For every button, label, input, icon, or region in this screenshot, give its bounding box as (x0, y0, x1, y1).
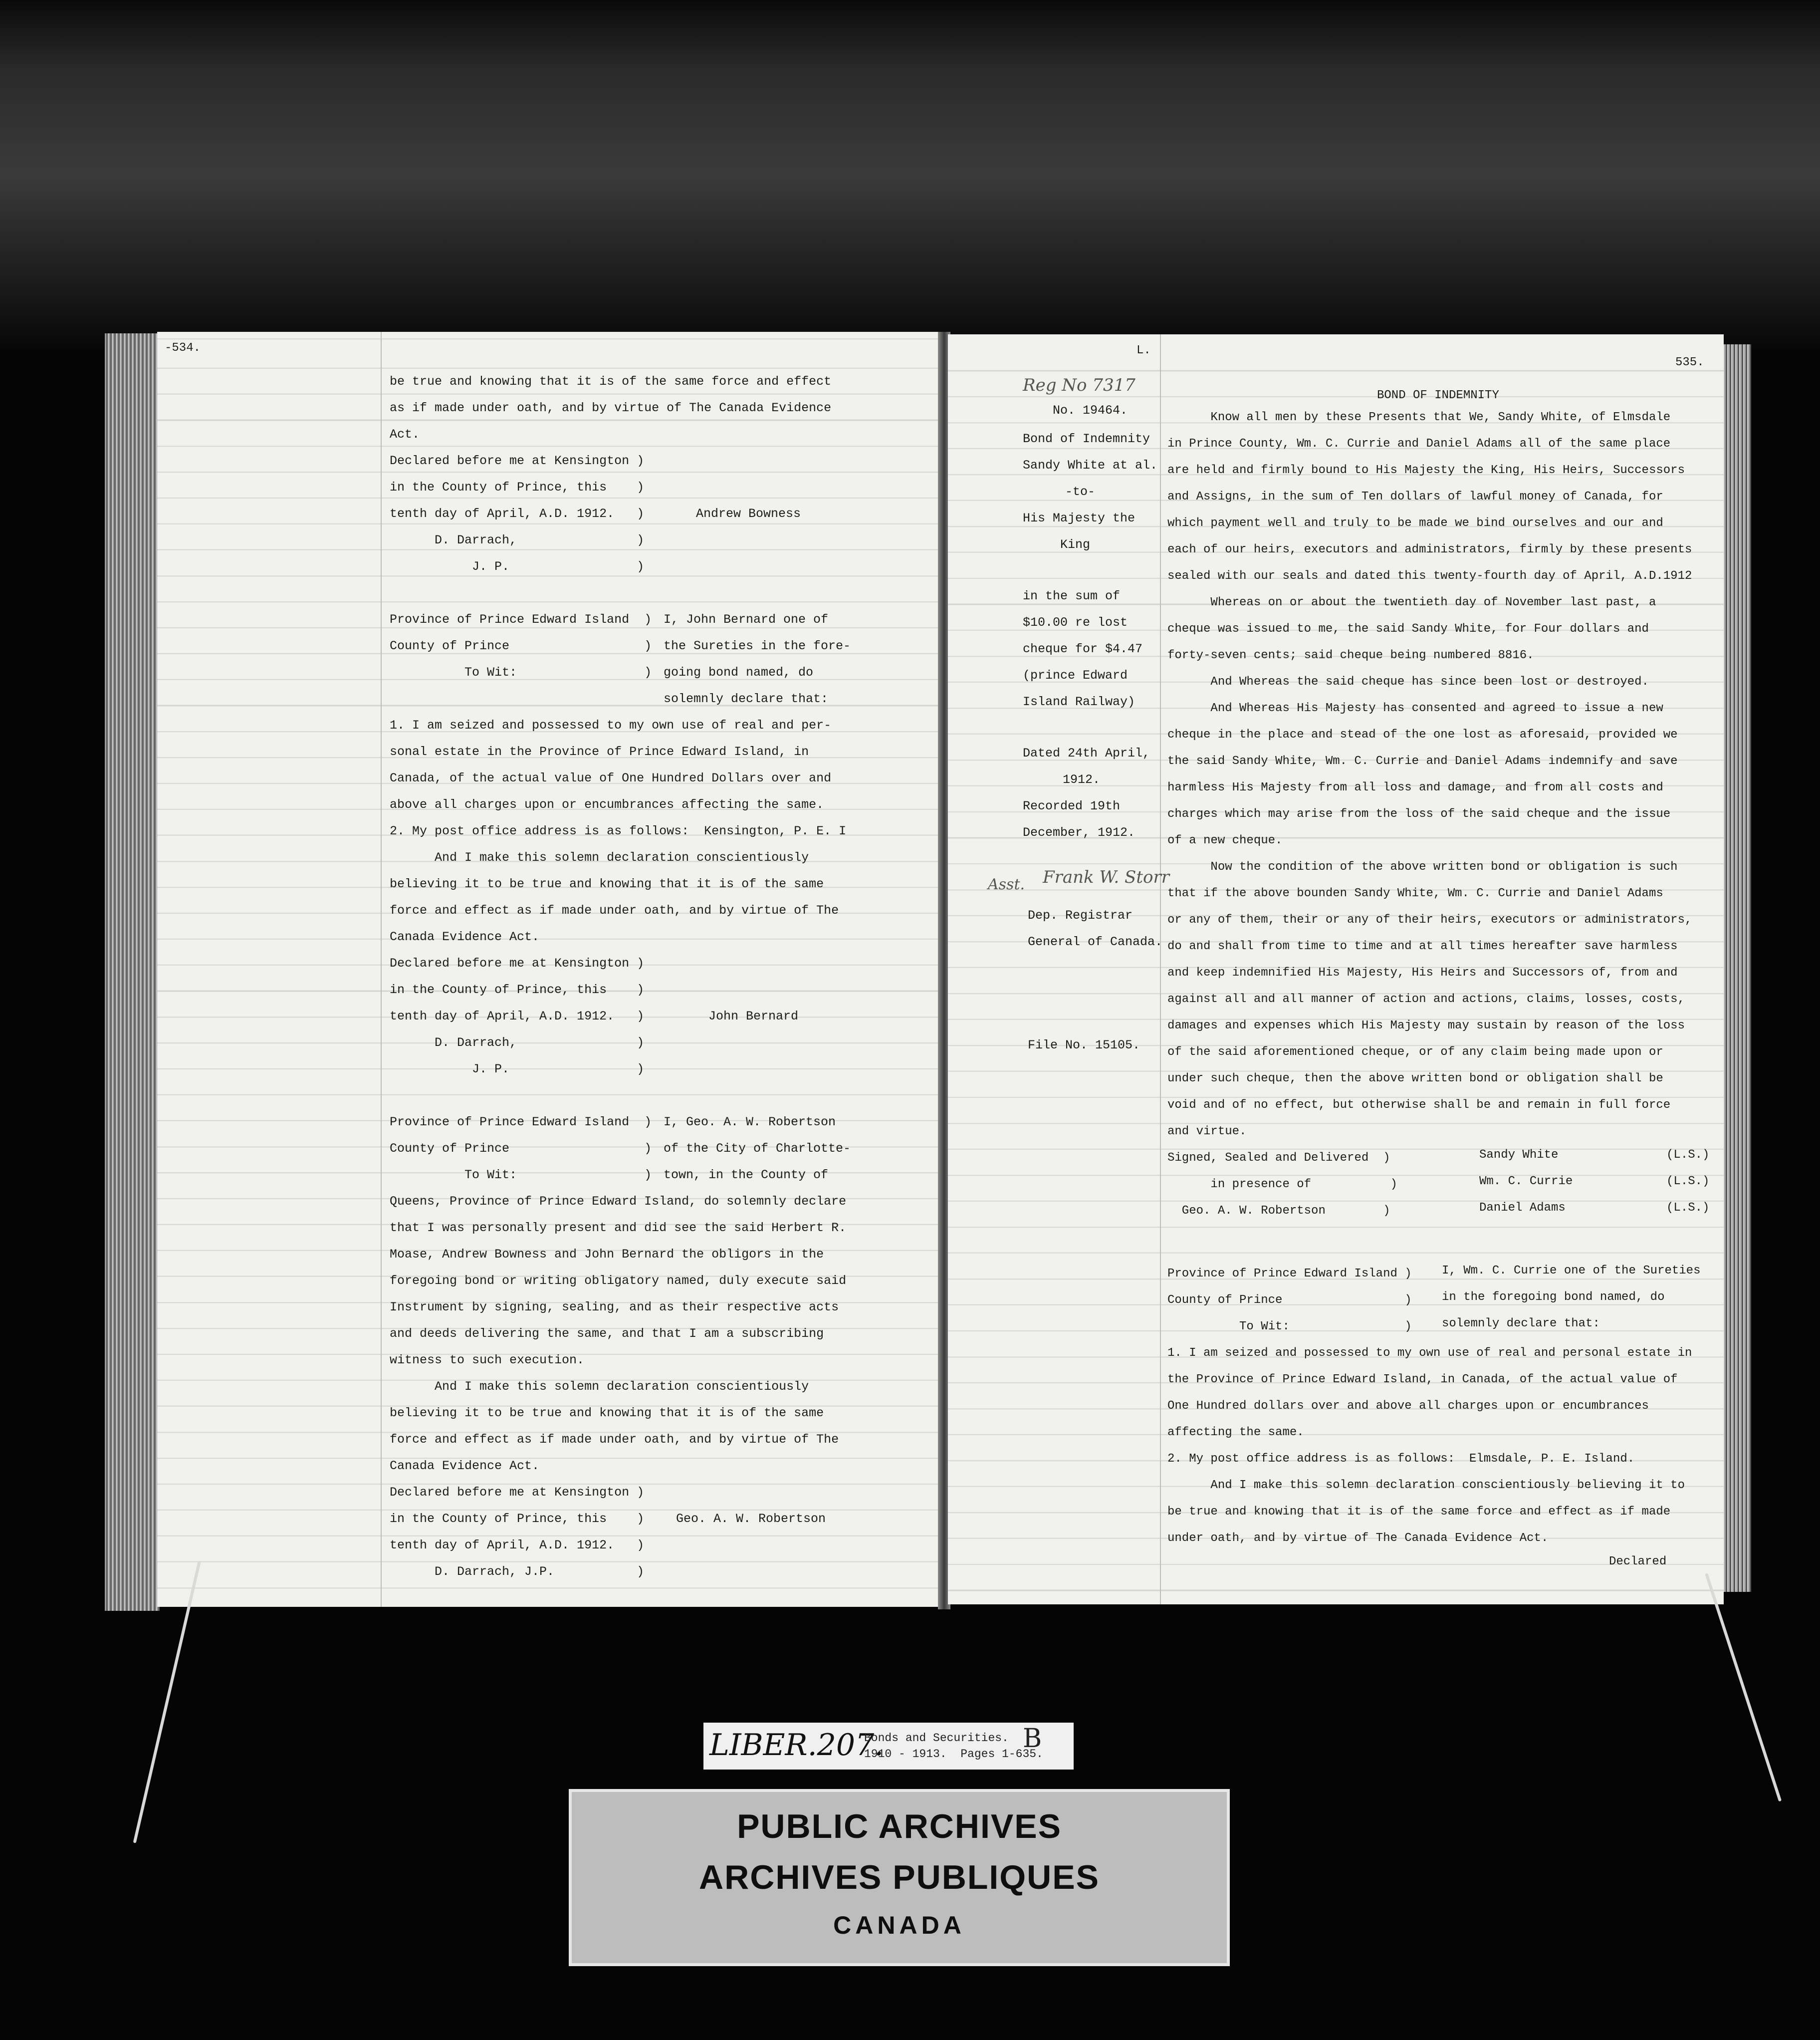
bond-line: Know all men by these Presents that We, Sandy White, of Elmsdale (1167, 411, 1671, 424)
bond-line: that if the above bounden Sandy White, Wm. C. Currie and Daniel Adams (1167, 887, 1663, 900)
handwritten-reg-no: Reg No 7317 (1023, 375, 1136, 395)
left-line: Declared before me at Kensington ) (390, 956, 645, 971)
signing-line: Signed, Sealed and Delivered ) (1167, 1151, 1390, 1165)
left-line: County of Prince ) (390, 639, 652, 653)
left-line: To Wit: ) (390, 665, 652, 680)
left-line: above all charges upon or encumbrances affecting the same. (390, 797, 824, 812)
margin-note: Island Railway) (1023, 695, 1136, 709)
left-line: force and effect as if made under oath, and by virtue of The (390, 1432, 839, 1447)
document-title: BOND OF INDEMNITY (1377, 389, 1499, 402)
decl-header: To Wit: ) (1167, 1320, 1412, 1333)
margin-note: in the sum of (1023, 589, 1121, 603)
left-line: 2. My post office address is as follows: Kensington, P. E. I (390, 824, 847, 838)
left-line: Province of Prince Edward Island ) (390, 612, 652, 627)
margin-note: General of Canada. (1028, 935, 1163, 949)
left-line: be true and knowing that it is of the same force and effect (390, 374, 832, 389)
seal-mark: (L.S.) (1666, 1175, 1710, 1188)
liber-line2: 1910 - 1913. Pages 1-635. (864, 1748, 1043, 1761)
decl-side: I, Wm. C. Currie one of the Sureties (1442, 1264, 1701, 1277)
liber-line1: Bonds and Securities. (864, 1732, 1009, 1745)
left-line: sonal estate in the Province of Prince Edward Island, in (390, 745, 809, 759)
bond-line: under such cheque, then the above written bond or obligation shall be (1167, 1072, 1663, 1085)
left-side-text: town, in the County of (664, 1168, 829, 1182)
left-line: foregoing bond or writing obligatory named, duly execute said (390, 1274, 847, 1288)
left-line: D. Darrach, ) (390, 1035, 645, 1050)
signatory-name: Sandy White (1479, 1148, 1559, 1162)
left-line: D. Darrach, J.P. ) (390, 1564, 645, 1579)
left-line: in the County of Prince, this ) (390, 1512, 645, 1526)
bond-line: of the said aforementioned cheque, or of any claim being made upon or (1167, 1045, 1663, 1059)
archives-card (569, 1789, 1230, 1966)
left-line: Canada Evidence Act. (390, 1459, 540, 1473)
margin-note: (prince Edward (1023, 668, 1128, 683)
decl-line: One Hundred dollars over and above all charges upon or encumbrances (1167, 1399, 1649, 1413)
left-line: in the County of Prince, this ) (390, 480, 645, 495)
bond-line: against all and all manner of action and actions, claims, losses, costs, (1167, 993, 1685, 1006)
left-side-text: I, John Bernard one of (664, 612, 829, 627)
liber-mark: B (1023, 1724, 1042, 1754)
left-line: as if made under oath, and by virtue of The Canada Evidence (390, 401, 832, 415)
left-line: tenth day of April, A.D. 1912. ) (390, 1538, 645, 1552)
right-page-number: 535. (1675, 356, 1704, 369)
seal-mark: (L.S.) (1666, 1148, 1710, 1162)
catchword: Declared (1609, 1555, 1667, 1568)
bond-line: or any of them, their or any of their heirs, executors or administrators, (1167, 913, 1692, 927)
margin-note: 1912. (1063, 772, 1101, 787)
signatory-name: Daniel Adams (1479, 1201, 1566, 1215)
margin-note: Sandy White at al. (1023, 458, 1158, 473)
left-line: D. Darrach, ) (390, 533, 645, 547)
left-line: To Wit: ) (390, 1168, 652, 1182)
left-line: Queens, Province of Prince Edward Island, do solemnly declare (390, 1194, 847, 1209)
left-page-margin-rule (381, 332, 382, 1607)
margin-note: cheque for $4.47 (1023, 642, 1143, 656)
left-line: in the County of Prince, this ) (390, 983, 645, 997)
seal-mark: (L.S.) (1666, 1201, 1710, 1215)
left-line: And I make this solemn declaration conscientiously (390, 1379, 809, 1394)
left-line: Canada Evidence Act. (390, 930, 540, 944)
signature-andrew-bowness: Andrew Bowness (696, 507, 801, 521)
left-line: 1. I am seized and possessed to my own use of real and per- (390, 718, 832, 733)
bond-line: in Prince County, Wm. C. Currie and Daniel Adams all of the same place (1167, 437, 1671, 451)
left-page-edges (105, 333, 160, 1611)
left-page (157, 332, 940, 1607)
right-page-margin-rule (1160, 334, 1161, 1604)
margin-note: Dated 24th April, (1023, 746, 1150, 761)
bond-line: void and of no effect, but otherwise shall be and remain in full force (1167, 1098, 1671, 1112)
right-page-clip (1705, 1573, 1782, 1801)
bond-line: do and shall from time to time and at all times hereafter save harmless (1167, 940, 1678, 953)
left-line: Province of Prince Edward Island ) (390, 1115, 652, 1129)
right-page (948, 334, 1724, 1604)
decl-line: 2. My post office address is as follows: Elmsdale, P. E. Island. (1167, 1452, 1635, 1466)
bond-line: cheque in the place and stead of the one lost as aforesaid, provided we (1167, 728, 1678, 742)
signatory-name: Wm. C. Currie (1479, 1175, 1573, 1188)
decl-side: in the foregoing bond named, do (1442, 1290, 1665, 1304)
signature-john-bernard: John Bernard (708, 1009, 799, 1023)
bond-line: the said Sandy White, Wm. C. Currie and Daniel Adams indemnify and save (1167, 755, 1678, 768)
left-line: Instrument by signing, sealing, and as their respective acts (390, 1300, 839, 1314)
archives-line1: PUBLIC ARCHIVES (737, 1807, 1062, 1845)
margin-note: December, 1912. (1023, 825, 1136, 840)
decl-header: Province of Prince Edward Island ) (1167, 1267, 1412, 1280)
left-side-text: solemnly declare that: (664, 692, 829, 706)
bond-line: harmless His Majesty from all loss and damage, and from all costs and (1167, 781, 1663, 794)
left-side-text: the Sureties in the fore- (664, 639, 851, 653)
signing-line: in presence of ) (1167, 1178, 1397, 1191)
margin-note: File No. 15105. (1028, 1038, 1140, 1052)
left-line: County of Prince ) (390, 1141, 652, 1156)
bond-line: and Assigns, in the sum of Ten dollars of lawful money of Canada, for (1167, 490, 1663, 504)
bond-line: and virtue. (1167, 1125, 1247, 1138)
left-side-text: of the City of Charlotte- (664, 1141, 851, 1156)
bond-line: Now the condition of the above written bond or obligation is such (1167, 860, 1678, 874)
decl-header: County of Prince ) (1167, 1293, 1412, 1307)
left-line: tenth day of April, A.D. 1912. ) (390, 507, 645, 521)
liber-label (703, 1723, 1074, 1770)
left-line: J. P. ) (390, 1062, 645, 1076)
bond-line: and keep indemnified His Majesty, His Heirs and Successors of, from and (1167, 966, 1678, 980)
left-line: believing it to be true and knowing that it is of the same (390, 877, 824, 891)
left-line: witness to such execution. (390, 1353, 585, 1367)
handwritten-asst: Asst. (988, 876, 1025, 893)
decl-line: the Province of Prince Edward Island, in Canada, of the actual value of (1167, 1373, 1678, 1386)
left-line: Declared before me at Kensington ) (390, 1485, 645, 1500)
bond-line: And Whereas His Majesty has consented and agreed to issue a new (1167, 702, 1663, 715)
margin-note: -to- (1065, 485, 1096, 499)
archives-line3: CANADA (833, 1911, 965, 1939)
liber-handwritten: LIBER.207. (709, 1728, 884, 1763)
left-line: believing it to be true and knowing that it is of the same (390, 1406, 824, 1420)
decl-line: 1. I am seized and possessed to my own use of real and personal estate in (1167, 1346, 1692, 1360)
margin-note: Bond of Indemnity (1023, 432, 1150, 446)
left-line: Moase, Andrew Bowness and John Bernard the obligors in the (390, 1247, 824, 1262)
left-line: and deeds delivering the same, and that I am a subscribing (390, 1326, 824, 1341)
bond-line: which payment well and truly to be made we bind ourselves and our and (1167, 516, 1663, 530)
decl-line: affecting the same. (1167, 1426, 1304, 1439)
left-page-number: -534. (165, 341, 201, 355)
left-line: J. P. ) (390, 559, 645, 574)
left-line: force and effect as if made under oath, and by virtue of The (390, 903, 839, 918)
margin-note: No. 19464. (1053, 403, 1128, 418)
left-line: tenth day of April, A.D. 1912. ) (390, 1009, 645, 1023)
margin-note: Dep. Registrar (1028, 908, 1133, 923)
margin-note: Recorded 19th (1023, 799, 1121, 813)
background (0, 0, 1820, 349)
left-line: Declared before me at Kensington ) (390, 454, 645, 468)
bond-line: of a new cheque. (1167, 834, 1283, 847)
left-side-text: I, Geo. A. W. Robertson (664, 1115, 836, 1129)
margin-note: $10.00 re lost (1023, 615, 1128, 630)
bond-line: are held and firmly bound to His Majesty the King, His Heirs, Successors (1167, 464, 1685, 477)
archives-line2: ARCHIVES PUBLIQUES (699, 1858, 1100, 1896)
bond-line: damages and expenses which His Majesty may sustain by reason of the loss (1167, 1019, 1685, 1032)
bond-line: And Whereas the said cheque has since been lost or destroyed. (1167, 675, 1649, 689)
bond-line: cheque was issued to me, the said Sandy White, for Four dollars and (1167, 622, 1649, 636)
bond-line: each of our heirs, executors and administrators, firmly by these presents (1167, 543, 1692, 556)
left-line: And I make this solemn declaration conscientiously (390, 850, 809, 865)
decl-side: solemnly declare that: (1442, 1317, 1600, 1330)
left-line: Canada, of the actual value of One Hundred Dollars over and (390, 771, 832, 785)
margin-note: His Majesty the (1023, 511, 1136, 525)
bond-line: Whereas on or about the twentieth day of November last past, a (1167, 596, 1656, 609)
bond-line: forty-seven cents; said cheque being numbered 8816. (1167, 649, 1534, 662)
signature-geo-robertson: Geo. A. W. Robertson (676, 1512, 826, 1526)
left-line: Act. (390, 427, 420, 442)
page-letter: L. (1137, 344, 1151, 357)
left-line: that I was personally present and did see the said Herbert R. (390, 1221, 847, 1235)
decl-line: And I make this solemn declaration conscientiously believing it to (1167, 1479, 1685, 1492)
signing-line: Geo. A. W. Robertson ) (1167, 1204, 1390, 1218)
left-side-text: going bond named, do (664, 665, 814, 680)
decl-line: under oath, and by virtue of The Canada Evidence Act. (1167, 1531, 1549, 1545)
bond-line: charges which may arise from the loss of the said cheque and the issue (1167, 807, 1671, 821)
margin-note: King (1060, 537, 1091, 552)
handwritten-signature-storr: Frank W. Storr (1043, 867, 1169, 887)
decl-line: be true and knowing that it is of the same force and effect as if made (1167, 1505, 1671, 1519)
bond-line: sealed with our seals and dated this twenty-fourth day of April, A.D.1912 (1167, 569, 1692, 583)
